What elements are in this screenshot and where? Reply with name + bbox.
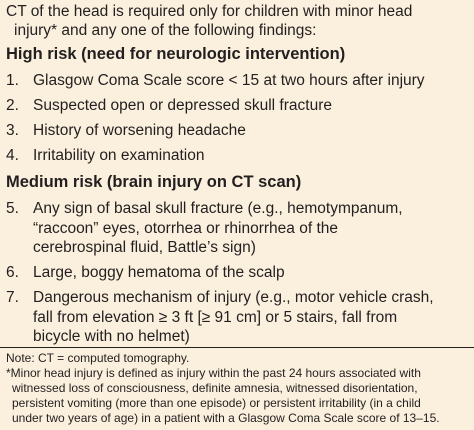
list-item — [6, 263, 468, 283]
item-text: Large, boggy hematoma of the scalp — [33, 264, 285, 281]
item-text: fall from elevation ≥ 3 ft [≥ 91 cm] or 5 stairs, fall from — [33, 308, 398, 326]
intro-line: injury* and any one of the following findings: — [14, 22, 317, 39]
item-text: History of worsening headache — [33, 122, 246, 139]
item-text: cerebrospinal fluid, Battle’s sign) — [33, 239, 256, 256]
item-text: Glasgow Coma Scale score < 15 at two hours after injury — [33, 72, 425, 89]
item-number: 5. — [6, 200, 19, 217]
item-number: 4. — [6, 147, 19, 164]
intro-text — [6, 2, 468, 40]
list-item — [6, 288, 468, 347]
medium-risk-heading: Medium risk (brain injury on CT scan) — [6, 173, 302, 191]
note-line: under two years of age) in a patient with a Glasgow Coma Scale score of 13–15. — [12, 411, 440, 425]
item-text: Irritability on examination — [33, 147, 205, 164]
item-text: Suspected open or depressed skull fracture — [33, 97, 332, 114]
intro-line: CT of the head is required only for children with minor head — [6, 3, 413, 20]
note-line: persistent vomiting (more than one episode) or persistent irritability (in a child — [12, 396, 421, 410]
item-text: Any sign of basal skull fracture (e.g., hemotympanum, — [33, 200, 403, 217]
item-number: 6. — [6, 264, 19, 281]
item-text: bicycle with no helmet) — [33, 328, 190, 345]
notes-divider — [0, 347, 474, 348]
list-item — [6, 71, 468, 91]
item-number: 2. — [6, 97, 19, 114]
item-number: 3. — [6, 122, 19, 139]
item-number: 1. — [6, 72, 19, 89]
note-line: Note: CT = computed tomography. — [6, 351, 190, 365]
item-text: Dangerous mechanism of injury (e.g., motor vehicle crash, — [33, 289, 434, 306]
item-text: “raccoon” eyes, otorrhea or rhinorrhea of the — [33, 219, 338, 237]
footnotes — [6, 351, 472, 426]
list-item — [6, 199, 468, 258]
high-risk-heading: High risk (need for neurologic intervention) — [6, 45, 346, 63]
list-item — [6, 96, 468, 116]
list-item — [6, 121, 468, 141]
note-line: *Minor head injury is defined as injury within the past 24 hours associated with — [6, 366, 421, 380]
note-line: witnessed loss of consciousness, definite amnesia, witnessed disorientation, — [12, 381, 418, 395]
item-number: 7. — [6, 289, 19, 306]
list-item — [6, 146, 468, 166]
